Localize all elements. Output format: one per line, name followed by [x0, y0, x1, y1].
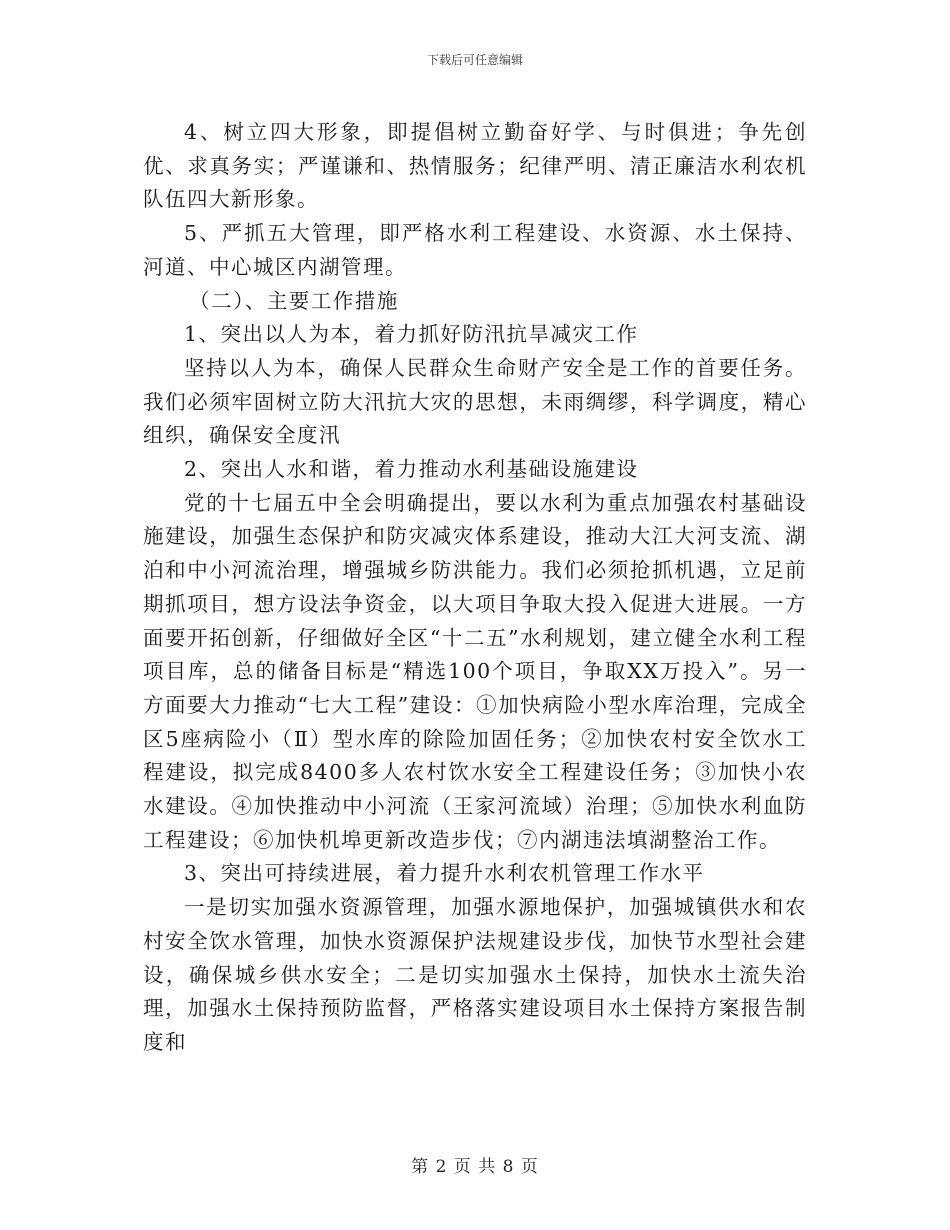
section-heading-measures: （二）、主要工作措施 — [189, 288, 399, 313]
subheading-sustainable-development: 3、突出可持续进展，着力提升水利农机管理工作水平 — [184, 861, 705, 886]
page-number-footer: 第 2 页 共 8 页 — [411, 1157, 539, 1177]
document-body — [143, 116, 807, 1060]
paragraph-infrastructure: 党的十七届五中全会明确提出，要以水利为重点加强农村基础设施建设，加强生态保护和防灾减灾体系建设，推动大江大河支流、湖泊和中小河流治理，增强城乡防洪能力。我们必须抢抓机遇，立足前期抓项目，想方设法争资金，以大项目争取大投入促进大进展。一方面要开拓创新，仔细做好全区“十二五”水利规划，建立健全水利工程项目库，总的储备目标是“精选100个项目，争取XX万投入”。另一方面要大力推动“七大工程”建设：①加快病险小型水库治理，完成全区5座病险小（Ⅱ）型水库的除险加固任务；②加快农村安全饮水工程建设，拟完成8400多人农村饮水安全工程建设任务；③加快小农水建设。④加快推动中小河流（王家河流域）治理；⑤加快水利血防工程建设；⑥加快机埠更新改造步伐；⑦内湖违法填湖整治工作。 — [143, 490, 807, 852]
paragraph-five-managements: 5、严抓五大管理，即严格水利工程建设、水资源、水土保持、河道、中心城区内湖管理。 — [143, 221, 807, 279]
paragraph-water-resources: 一是切实加强水资源管理，加强水源地保护，加强城镇供水和农村安全饮水管理，加快水资源保护法规建设步伐，加快节水型社会建设，确保城乡供水安全；二是切实加强水土保持，加快水土流失治理，加强水土保持预防监督，严格落实建设项目水土保持方案报告制度和 — [143, 895, 807, 1054]
paragraph-four-images: 4、树立四大形象，即提倡树立勤奋好学、与时俱进；争先创优、求真务实；严谨谦和、热情服务；纪律严明、清正廉洁水利农机队伍四大新形象。 — [143, 120, 807, 212]
subheading-infrastructure: 2、突出人水和谐，着力推动水利基础设施建设 — [184, 457, 639, 482]
paragraph-flood-control: 坚持以人为本，确保人民群众生命财产安全是工作的首要任务。我们必须牢固树立防大汛抗大灾的思想，未雨绸缪，科学调度，精心组织，确保安全度汛 — [143, 355, 807, 448]
page-header-note: 下载后可任意编辑 — [426, 53, 523, 67]
subheading-flood-control: 1、突出以人为本，着力抓好防汛抗旱减灾工作 — [184, 322, 639, 347]
